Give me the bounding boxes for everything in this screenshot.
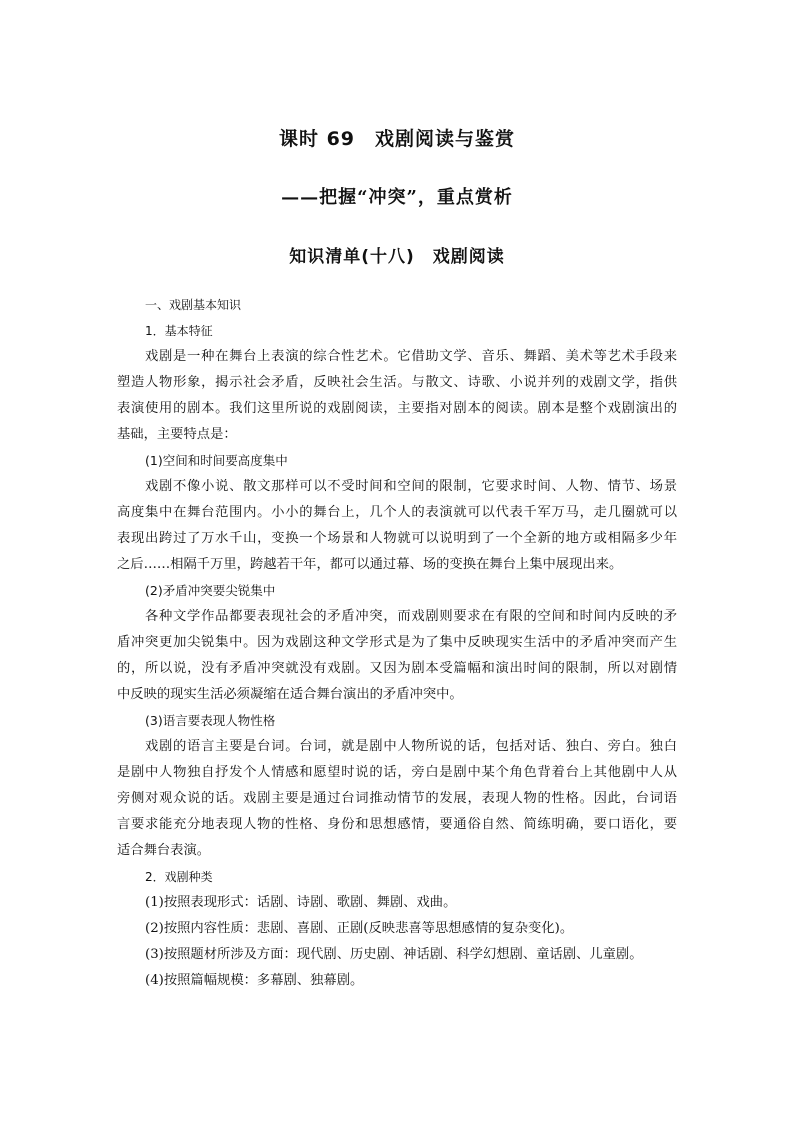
list-item: (3)按照题材所涉及方面：现代剧、历史剧、神话剧、科学幻想剧、童话剧、儿童剧。 [145, 947, 643, 962]
paragraph-line: 是剧中人物独自抒发个人情感和愿望时说的话，旁白是剧中某个角色背着台上其他剧中人从 [117, 765, 677, 780]
paragraph-line: 戏剧不像小说、散文那样可以不受时间和空间的限制，它要求时间、人物、情节、场景 [145, 479, 677, 494]
paragraph-line: 盾冲突更加尖锐集中。因为戏剧这种文学形式是为了集中反映现实生活中的矛盾冲突而产生 [117, 635, 677, 650]
list-item: (4)按照篇幅规模：多幕剧、独幕剧。 [145, 973, 364, 988]
subheading-conflict: (2)矛盾冲突要尖锐集中 [145, 583, 276, 598]
paragraph-line: 基础，主要特点是： [117, 427, 237, 442]
paragraph-line: 戏剧的语言主要是台词。台词，就是剧中人物所说的话，包括对话、独白、旁白。独白 [145, 739, 677, 754]
paragraph-line: 旁侧对观众说的话。戏剧主要是通过台词推动情节的发展，表现人物的性格。因此，台词语 [117, 791, 677, 806]
paragraph-line: 各种文学作品都要表现社会的矛盾冲突，而戏剧则要求在有限的空间和时间内反映的矛 [145, 609, 677, 624]
paragraph-line: 中反映的现实生活必须凝缩在适合舞台演出的矛盾冲突中。 [117, 687, 463, 702]
paragraph-line: 言要求能充分地表现人物的性格、身份和思想感情，要通俗自然、简练明确，要口语化，要 [117, 817, 677, 832]
list-item: (1)按照表现形式：话剧、诗剧、歌剧、舞剧、戏曲。 [145, 895, 457, 910]
paragraph-line: 塑造人物形象，揭示社会矛盾，反映社会生活。与散文、诗歌、小说并列的戏剧文学，指供 [117, 375, 677, 390]
paragraph-line: 表演使用的剧本。我们这里所说的戏剧阅读，主要指对剧本的阅读。剧本是整个戏剧演出的 [117, 401, 677, 416]
subheading-language: (3)语言要表现人物性格 [145, 713, 276, 728]
subheading-space-time: (1)空间和时间要高度集中 [145, 453, 288, 468]
paragraph-line: 高度集中在舞台范围内。小小的舞台上，几个人的表演就可以代表千军万马，走几圈就可以 [117, 505, 677, 520]
paragraph-line: 戏剧是一种在舞台上表演的综合性艺术。它借助文学、音乐、舞蹈、美术等艺术手段来 [145, 349, 677, 364]
heading-basic-knowledge: 一、戏剧基本知识 [145, 298, 242, 312]
paragraph-line: 表现出跨过了万水千山，变换一个场景和人物就可以说明到了一个全新的地方或相隔多少年 [117, 531, 677, 546]
lesson-title: 课时 69 戏剧阅读与鉴赏 [278, 128, 516, 150]
section-title: 知识清单(十八) 戏剧阅读 [289, 247, 505, 267]
heading-basic-features: 1．基本特征 [145, 324, 213, 338]
heading-drama-types: 2．戏剧种类 [145, 870, 213, 884]
lesson-subtitle: ——把握“冲突”，重点赏析 [281, 187, 513, 208]
paragraph-line: 适合舞台表演。 [117, 843, 211, 858]
document-body [117, 292, 677, 994]
paragraph-line: 的，所以说，没有矛盾冲突就没有戏剧。又因为剧本受篇幅和演出时间的限制，所以对剧情 [117, 661, 677, 676]
paragraph-line: 之后……相隔千万里，跨越若干年，都可以通过幕、场的变换在舞台上集中展现出来。 [117, 557, 623, 572]
list-item: (2)按照内容性质：悲剧、喜剧、正剧(反映悲喜等思想感情的复杂变化)。 [145, 921, 574, 936]
